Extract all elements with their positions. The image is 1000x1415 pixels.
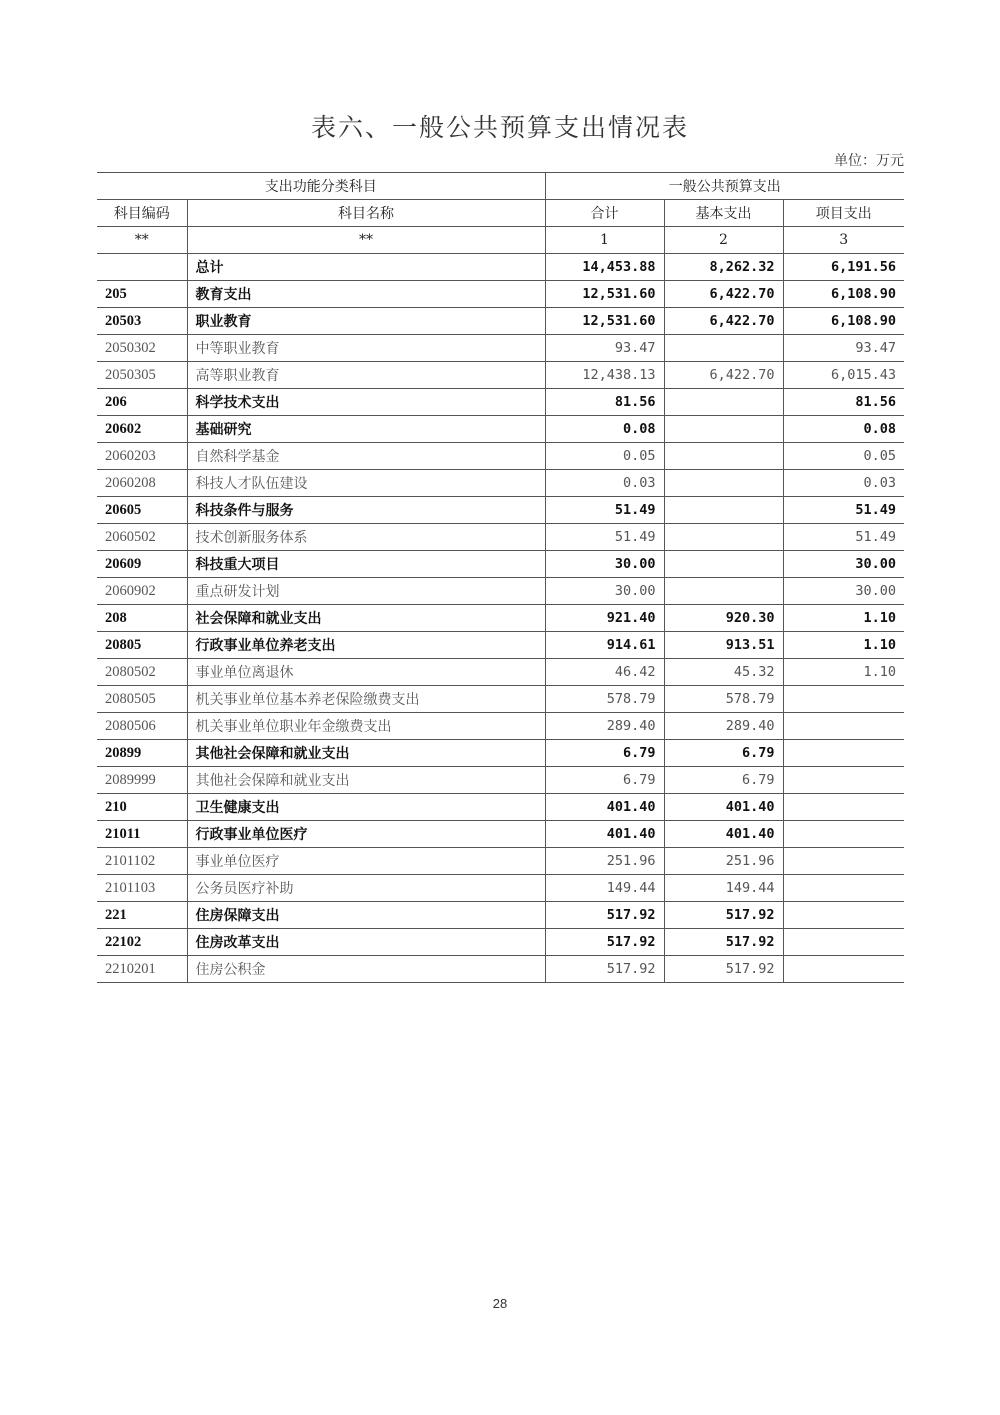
cell-total: 6.79 xyxy=(545,767,664,794)
header-total: 合计 xyxy=(545,200,664,227)
cell-total: 6.79 xyxy=(545,740,664,767)
cell-code: 2101102 xyxy=(97,848,187,875)
table-row xyxy=(97,551,904,578)
cell-code: 20605 xyxy=(97,497,187,524)
table-row xyxy=(97,740,904,767)
cell-total: 401.40 xyxy=(545,794,664,821)
cell-basic: 6,422.70 xyxy=(664,362,783,389)
cell-name: 自然科学基金 xyxy=(187,443,545,470)
cell-basic: 45.32 xyxy=(664,659,783,686)
cell-code: 20609 xyxy=(97,551,187,578)
header-group-left: 支出功能分类科目 xyxy=(97,173,545,200)
index-basic: 2 xyxy=(664,227,783,254)
cell-code: 2080502 xyxy=(97,659,187,686)
cell-name: 技术创新服务体系 xyxy=(187,524,545,551)
cell-project: 0.03 xyxy=(783,470,904,497)
table-row xyxy=(97,794,904,821)
table-row xyxy=(97,605,904,632)
cell-basic xyxy=(664,524,783,551)
cell-basic xyxy=(664,470,783,497)
cell-code: 21011 xyxy=(97,821,187,848)
cell-code: 210 xyxy=(97,794,187,821)
cell-name: 中等职业教育 xyxy=(187,335,545,362)
cell-total: 0.03 xyxy=(545,470,664,497)
cell-name: 职业教育 xyxy=(187,308,545,335)
table-row xyxy=(97,578,904,605)
cell-name: 卫生健康支出 xyxy=(187,794,545,821)
cell-project: 6,108.90 xyxy=(783,281,904,308)
cell-code: 2210201 xyxy=(97,956,187,983)
cell-total: 401.40 xyxy=(545,821,664,848)
cell-project: 51.49 xyxy=(783,497,904,524)
table-row xyxy=(97,254,904,281)
cell-name: 重点研发计划 xyxy=(187,578,545,605)
cell-name: 住房公积金 xyxy=(187,956,545,983)
cell-name: 住房改革支出 xyxy=(187,929,545,956)
cell-project: 0.08 xyxy=(783,416,904,443)
table-row xyxy=(97,821,904,848)
cell-name: 科技条件与服务 xyxy=(187,497,545,524)
cell-name: 社会保障和就业支出 xyxy=(187,605,545,632)
cell-basic: 517.92 xyxy=(664,929,783,956)
cell-total: 149.44 xyxy=(545,875,664,902)
cell-code: 208 xyxy=(97,605,187,632)
cell-project xyxy=(783,821,904,848)
cell-code: 205 xyxy=(97,281,187,308)
header-basic: 基本支出 xyxy=(664,200,783,227)
cell-code: 2080505 xyxy=(97,686,187,713)
cell-total: 517.92 xyxy=(545,956,664,983)
page-number: 28 xyxy=(492,1296,508,1311)
table-row xyxy=(97,308,904,335)
table-row xyxy=(97,848,904,875)
cell-code: 221 xyxy=(97,902,187,929)
cell-basic xyxy=(664,551,783,578)
header-columns-row xyxy=(97,200,904,227)
cell-basic: 8,262.32 xyxy=(664,254,783,281)
cell-project: 93.47 xyxy=(783,335,904,362)
index-name: ** xyxy=(187,227,545,254)
cell-basic xyxy=(664,578,783,605)
cell-code: 2060203 xyxy=(97,443,187,470)
cell-name: 科技人才队伍建设 xyxy=(187,470,545,497)
table-row xyxy=(97,956,904,983)
cell-project xyxy=(783,794,904,821)
cell-basic: 6.79 xyxy=(664,767,783,794)
header-index-row xyxy=(97,227,904,254)
budget-table xyxy=(97,172,904,983)
cell-basic: 578.79 xyxy=(664,686,783,713)
cell-code: 2089999 xyxy=(97,767,187,794)
cell-basic: 149.44 xyxy=(664,875,783,902)
cell-code: 2060502 xyxy=(97,524,187,551)
cell-basic: 401.40 xyxy=(664,821,783,848)
cell-name: 其他社会保障和就业支出 xyxy=(187,740,545,767)
cell-basic xyxy=(664,497,783,524)
cell-basic: 251.96 xyxy=(664,848,783,875)
cell-basic xyxy=(664,443,783,470)
cell-name: 行政事业单位养老支出 xyxy=(187,632,545,659)
cell-basic: 920.30 xyxy=(664,605,783,632)
cell-code: 22102 xyxy=(97,929,187,956)
cell-total: 0.08 xyxy=(545,416,664,443)
cell-code: 20503 xyxy=(97,308,187,335)
cell-code: 20899 xyxy=(97,740,187,767)
cell-project: 6,015.43 xyxy=(783,362,904,389)
cell-code: 206 xyxy=(97,389,187,416)
header-name: 科目名称 xyxy=(187,200,545,227)
cell-code: 2080506 xyxy=(97,713,187,740)
cell-total: 93.47 xyxy=(545,335,664,362)
cell-project xyxy=(783,686,904,713)
cell-project: 51.49 xyxy=(783,524,904,551)
cell-name: 基础研究 xyxy=(187,416,545,443)
cell-total: 578.79 xyxy=(545,686,664,713)
table-body xyxy=(97,254,904,983)
cell-code: 2050302 xyxy=(97,335,187,362)
table-row xyxy=(97,875,904,902)
header-group-right: 一般公共预算支出 xyxy=(545,173,904,200)
cell-project xyxy=(783,956,904,983)
cell-code: 20805 xyxy=(97,632,187,659)
index-total: 1 xyxy=(545,227,664,254)
cell-total: 921.40 xyxy=(545,605,664,632)
cell-total: 0.05 xyxy=(545,443,664,470)
cell-name: 行政事业单位医疗 xyxy=(187,821,545,848)
cell-code xyxy=(97,254,187,281)
cell-basic: 289.40 xyxy=(664,713,783,740)
cell-total: 46.42 xyxy=(545,659,664,686)
unit-label: 单位：万元 xyxy=(834,153,904,169)
cell-total: 30.00 xyxy=(545,551,664,578)
table-row xyxy=(97,767,904,794)
cell-code: 2060902 xyxy=(97,578,187,605)
cell-project: 6,108.90 xyxy=(783,308,904,335)
table-row xyxy=(97,416,904,443)
table-row xyxy=(97,335,904,362)
table-row xyxy=(97,686,904,713)
cell-name: 机关事业单位职业年金缴费支出 xyxy=(187,713,545,740)
cell-name: 教育支出 xyxy=(187,281,545,308)
table-row xyxy=(97,659,904,686)
table-row xyxy=(97,632,904,659)
cell-total: 12,531.60 xyxy=(545,308,664,335)
cell-code: 20602 xyxy=(97,416,187,443)
cell-total: 914.61 xyxy=(545,632,664,659)
cell-total: 30.00 xyxy=(545,578,664,605)
cell-code: 2101103 xyxy=(97,875,187,902)
cell-name: 高等职业教育 xyxy=(187,362,545,389)
cell-project: 30.00 xyxy=(783,551,904,578)
cell-project: 30.00 xyxy=(783,578,904,605)
cell-basic: 6,422.70 xyxy=(664,308,783,335)
cell-total: 289.40 xyxy=(545,713,664,740)
cell-total: 51.49 xyxy=(545,497,664,524)
cell-basic: 517.92 xyxy=(664,956,783,983)
cell-basic xyxy=(664,416,783,443)
cell-total: 51.49 xyxy=(545,524,664,551)
cell-project: 1.10 xyxy=(783,632,904,659)
cell-code: 2050305 xyxy=(97,362,187,389)
table-row xyxy=(97,470,904,497)
cell-name: 机关事业单位基本养老保险缴费支出 xyxy=(187,686,545,713)
cell-project xyxy=(783,902,904,929)
header-code: 科目编码 xyxy=(97,200,187,227)
cell-code: 2060208 xyxy=(97,470,187,497)
cell-name: 科技重大项目 xyxy=(187,551,545,578)
cell-total: 517.92 xyxy=(545,902,664,929)
table-row xyxy=(97,281,904,308)
header-project: 项目支出 xyxy=(783,200,904,227)
cell-project xyxy=(783,713,904,740)
table-row xyxy=(97,713,904,740)
cell-name: 事业单位医疗 xyxy=(187,848,545,875)
cell-total: 251.96 xyxy=(545,848,664,875)
cell-project xyxy=(783,740,904,767)
table-row xyxy=(97,362,904,389)
cell-name: 公务员医疗补助 xyxy=(187,875,545,902)
table-row xyxy=(97,524,904,551)
cell-basic: 517.92 xyxy=(664,902,783,929)
cell-project: 1.10 xyxy=(783,605,904,632)
cell-project xyxy=(783,929,904,956)
table-row xyxy=(97,389,904,416)
page-title: 表六、一般公共预算支出情况表 xyxy=(310,113,689,142)
cell-total: 12,531.60 xyxy=(545,281,664,308)
cell-total: 14,453.88 xyxy=(545,254,664,281)
cell-project: 1.10 xyxy=(783,659,904,686)
cell-basic: 401.40 xyxy=(664,794,783,821)
cell-basic: 6,422.70 xyxy=(664,281,783,308)
cell-total: 517.92 xyxy=(545,929,664,956)
cell-name: 住房保障支出 xyxy=(187,902,545,929)
cell-name: 其他社会保障和就业支出 xyxy=(187,767,545,794)
table-row xyxy=(97,902,904,929)
cell-name: 总计 xyxy=(187,254,545,281)
cell-basic xyxy=(664,335,783,362)
index-project: 3 xyxy=(783,227,904,254)
cell-basic: 913.51 xyxy=(664,632,783,659)
cell-basic xyxy=(664,389,783,416)
header-group-row xyxy=(97,173,904,200)
cell-project: 81.56 xyxy=(783,389,904,416)
cell-project xyxy=(783,848,904,875)
cell-total: 81.56 xyxy=(545,389,664,416)
cell-total: 12,438.13 xyxy=(545,362,664,389)
cell-project xyxy=(783,875,904,902)
table-row xyxy=(97,497,904,524)
cell-project: 0.05 xyxy=(783,443,904,470)
cell-name: 事业单位离退休 xyxy=(187,659,545,686)
table-row xyxy=(97,443,904,470)
index-code: ** xyxy=(97,227,187,254)
cell-project xyxy=(783,767,904,794)
cell-project: 6,191.56 xyxy=(783,254,904,281)
cell-basic: 6.79 xyxy=(664,740,783,767)
cell-name: 科学技术支出 xyxy=(187,389,545,416)
table-row xyxy=(97,929,904,956)
